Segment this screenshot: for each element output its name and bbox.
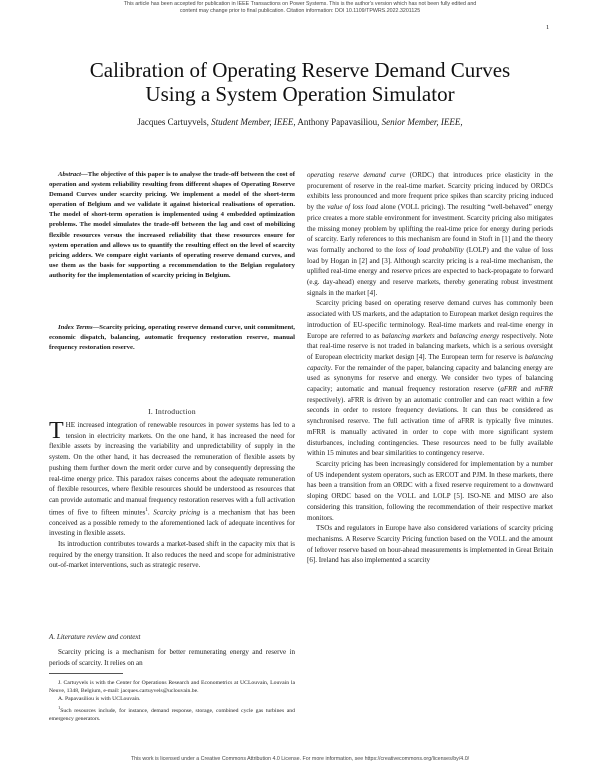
right-p1-a: (ORDC) that introduces price elasticity in the procurement of reserve in the real-time market. Scarcity pricing induced by ORDCs exhibits less pronounced and more frequent price spikes than scarcity pricing induced by the [307, 171, 553, 212]
intro-paragraph-2: Its introduction contributes towards a market-based shift in the capacity mix that is required by the energy transition. It also reduces the need and scope for administrative out-of-market interventions, such as strategic reserve. [49, 540, 295, 570]
license-banner: This work is licensed under a Creative Commons Attribution 4.0 License. For more information, see https://creativecommons.org/licenses/by/4.0/ [130, 756, 470, 762]
right-p2-a: Scarcity pricing based on operating reserve demand curves has commonly been associated with US markets, and the adaptation to European market design requires the introduction of EU-specific terminology. Real-time markets and real-time energy in Europe are referred to as [307, 299, 553, 340]
right-p2-f: respectively). aFRR is driven by an automatic controller and can react within a few seconds in order to restore frequency deviations. It can thus be considered as synchronised reserve. The full activation time of aFRR is typically five minutes. mFRR is manually activated in order to cope with more significant system disturbances, including contingencies. These resources need to be fully available within 15 minutes and bear similarities to contingency reserve. [307, 395, 553, 458]
footnote-1-mark: 1 [58, 704, 61, 710]
literature-body [49, 647, 295, 668]
paper-title [40, 58, 560, 106]
right-p1-c: (LOLP) and the value of loss load by Hogan in [2] and [3]. Although scarcity pricing is a real-time mechanism, the uplifted real-time energy and reserve prices are expected to back-propagate to forward (e.g. day-ahead) energy and reserve markets, thereby generating robust investment signals in the market [4]. [307, 245, 553, 297]
right-p2-b: and [434, 331, 450, 340]
author-2-name: Anthony Papavasiliou, [297, 117, 380, 127]
voll-term: value of loss load [327, 203, 379, 212]
footnote-rule [49, 673, 123, 674]
author-2-role: Senior Member, IEEE, [381, 117, 463, 127]
intro-paragraph-1: HE increased integration of renewable resources in power systems has led to a tension in electricity markets. On the one hand, it has increased the need for flexible assets by increasing the variability and unpredictability of supply in the system. On the other hand, it has decreased the remuneration of flexible assets by pushing them further down the merit order curve and by consequently depressing the real-time energy price. This paradox raises concerns about the adequate remuneration of flexible resources, where flexible resources should be understood as resources that can provide automatic and manual frequency restoration reserves with a full activation times of five to fifteen minutes [49, 421, 295, 516]
right-p1-b: alone (VOLL pricing). The resulting “well-behaved” energy price creates a more stable environment for investment. Scarcity pricing also mitigates the missing money problem by uplifting the real-time price for energy during periods of scarcity. Early references to this mechanism are found in Stoft in [1] and the theory was formally anchored to the [307, 203, 553, 254]
intro-paragraph-1-end: is a mechanism that has been conceived as a possible remedy to the aforementioned lack of adequate incentives for investing in flexible assets. [49, 507, 295, 538]
title-line-1: Calibration of Operating Reserve Demand Curves [89, 58, 511, 82]
balancing-capacity-term: balancing capacity [307, 352, 553, 372]
literature-paragraph: Scarcity pricing is a mechanism for better remunerating energy and reserve in periods of scarcity. It relies on an [49, 648, 295, 667]
index-terms [49, 323, 295, 353]
section-heading-introduction: I. Introduction [148, 407, 196, 416]
index-terms-text: —Scarcity pricing, operating reserve demand curve, unit commitment, economic dispatch, balancing, automatic frequency restoration reserve, manual frequency restoration reserve. [49, 324, 295, 352]
introduction-body [49, 420, 295, 571]
footnote-author-1: J. Cartuyvels is with the Center for Operations Research and Econometrics at UCLouvain, Louvain la Neuve, 1348, Belgium, e-mail: jacques.cartuyvels@uclouvain.be. [49, 680, 295, 695]
intro-sep: . [147, 507, 154, 516]
banner-line-2: content may change prior to final publication. Citation information: DOI 10.1109/TPWRS.2022.3201125 [179, 8, 421, 14]
afrr-term: aFRR [500, 385, 517, 394]
balancing-markets-term: balancing markets [381, 331, 435, 340]
title-line-2: Using a System Operation Simulator [145, 82, 455, 106]
lolp-term: loss of load probability [395, 245, 464, 254]
footnote-author-2: A. Papavasiliou is with UCLouvain. [58, 696, 141, 703]
drop-cap: T [49, 418, 64, 444]
footnote-1-text: Such resources include, for instance, demand response, storage, combined cycle gas turbines and emergency generators. [49, 707, 295, 722]
right-p2-c: respectively. Note that real-time reserve is not traded in balancing markets, which is a serious oversight of European electricity market design [4]. The European term for reserve is [307, 331, 554, 361]
right-paragraph-4: TSOs and regulators in Europe have also considered variations of scarcity pricing mechanisms. A Reserve Scarcity Pricing function based on the VOLL and the amount of leftover reserve based on hour-ahead measurements is implemented in Great Britain [6]. Ireland has also implemented a scarcity [307, 524, 553, 565]
publication-banner [0, 1, 600, 15]
banner-line-1: This article has been accepted for publication in IEEE Transactions on Power Systems. This is the author's version which has not been fully edited and [123, 1, 477, 7]
footnotes [49, 679, 295, 723]
footnote-marker[interactable]: 1 [145, 507, 148, 513]
right-p2-e: and [516, 385, 535, 394]
abstract-text: —The objective of this paper is to analyse the trade-off between the cost of operation and system reliability resulting from different shapes of Operating Reserve Demand Curves under scarcity pricing. We implement a model of the short-term operation of Belgium and we validate it against historical realisations of operation. The model of short-term operation is implemented using 4 embedded optimization problems. The model simulates the trade-off between the lag and cost of mobilizing flexible resources versus the increased reliability that these resources ensure for system operation and allows us to quantify the resulting effect on the level of scarcity pricing adders. We compare eight variants of operating reserve demand curves, and use them as the basis for supporting a recommendation to the Belgian regulatory authority for the implementation of scarcity pricing in Belgium. [49, 171, 295, 279]
right-p2-d: . For the remainder of the paper, balancing capacity and balancing energy are used as synonyms for reserve and energy. We consider two types of balancing capacity; automatic and manual frequency restoration reserve ( [307, 363, 553, 394]
right-paragraph-3: Scarcity pricing has been increasingly considered for implementation by a number of US independent system operators, such as ERCOT and PJM. In these markets, there has been a transition from an ORDC with a fixed reserve requirement to a downward sloping ORDC based on the VOLL and LOLP [5]. ISO-NE and MISO are also considering this transition, following the recommendation of their respective market monitors. [307, 459, 553, 522]
mfrr-term: mFRR [534, 385, 553, 394]
author-1-name: Jacques Cartuyvels, [137, 117, 209, 127]
balancing-energy-term: balancing energy [449, 331, 500, 340]
author-line [40, 117, 560, 128]
scarcity-pricing-term: Scarcity pricing [153, 507, 201, 516]
subsection-heading-literature: A. Literature review and context [49, 633, 141, 641]
page-number: 1 [546, 24, 550, 31]
ordc-term: operating reserve demand curve [307, 171, 406, 179]
index-terms-label: Index Terms [58, 324, 93, 331]
author-1-role: Student Member, IEEE, [211, 117, 296, 127]
right-column-body [307, 170, 553, 566]
abstract [49, 170, 295, 281]
abstract-label: Abstract [58, 171, 82, 178]
